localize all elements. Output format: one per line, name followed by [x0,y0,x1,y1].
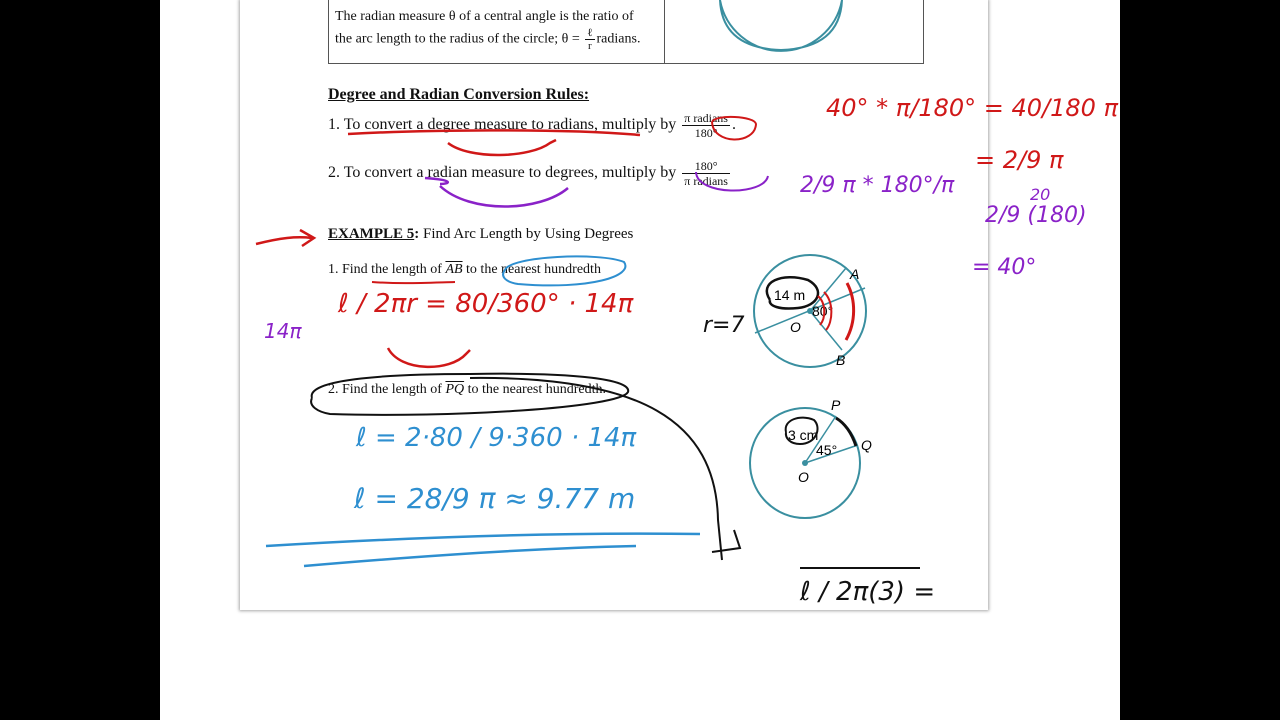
rule-1-text: 1. To convert a degree measure to radians, multiply by [328,116,677,134]
red-underline-rule-1 [348,130,640,155]
arc-pq-ink [836,418,856,446]
example-title: EXAMPLE 5: Find Arc Length by Using Degrees [328,226,634,242]
purple-conversion-ink [425,172,1087,280]
rule-1: 1. To convert a degree measure to radians, multiply by $\frac{\text{π radians}}{180^\circ}$ . [328,111,736,140]
label-o-2: O [798,469,809,485]
blue-circle-nearest [503,256,625,285]
radius-label-1: 14 m [774,287,806,303]
arc-ab-ink [846,283,854,340]
rule-2-text: 2. To convert a radian measure to degrees, multiply by [328,164,677,182]
blue-underlines [266,534,700,566]
label-q: Q [861,437,872,453]
purple-conversion-line-2: 2/9 (180) [985,203,1087,228]
blue-step-1: ℓ = 2·80 / 9·360 · 14π [356,423,637,453]
red-circle-180 [712,117,756,140]
red-conversion-ink [348,94,1119,174]
top-circle [720,0,842,51]
radius-label-2: 3 cm [788,427,819,443]
example-label: EXAMPLE 5 [328,226,415,242]
example-title-text: Find Arc Length by Using Degrees [419,226,634,242]
theta-fraction: $\frac{\text{ℓ}}{r}$ [587,27,593,52]
blue-step-2: ℓ = 28/9 π ≈ 9.77 m [354,482,636,515]
label-o: O [790,319,801,335]
rule-2-fraction: $\frac{180^\circ}{\text{π radians}}$ [684,159,728,188]
diagram-1 [754,255,866,368]
angle-label-1: 80° [812,303,834,319]
purple-underline-rule-2 [425,178,568,207]
red-underline-length [372,282,455,283]
red-conversion-line-2: = 2/9 π [975,146,1064,174]
label-a: A [850,266,860,282]
black-bottom-work: ℓ / 2π(3) = [800,577,936,607]
label-b: B [836,352,846,368]
r-equals-7: r=7 [703,313,745,338]
red-example-1-ink [264,289,744,367]
angle-label-2: 45° [816,442,838,458]
red-swoop-arrow [388,348,470,367]
question-1: 1. Find the length of $\overline{AB}$ to the nearest hundredth [328,262,601,277]
diagram-2 [750,397,872,518]
purple-result: = 40° [972,255,1037,280]
blue-example-2-ink [266,423,700,566]
conversion-heading: Degree and Radian Conversion Rules: [328,86,590,103]
definition-line-2-start: the arc length to the radius of the circle; θ = [335,31,584,47]
arc-pq: $\overline{PQ}$ [445,382,465,397]
purple-20: 20 [1030,185,1051,204]
red-example-arrow [256,230,314,246]
center-dot-2 [802,460,808,466]
definition-line-1: The radian measure θ of a central angle is the ratio of [335,9,634,24]
purple-conversion-line-1: 2/9 π * 180°/π [800,173,955,198]
label-p: P [831,397,841,413]
definition-line-2-end: radians. [596,31,641,47]
black-loop-arrow [311,374,740,560]
question-2: 2. Find the length of $\overline{PQ}$ to the nearest hundredth. [328,382,607,397]
purple-circle-pi-radians [696,172,768,191]
purple-14pi: 14π [264,319,302,343]
red-example-1: ℓ / 2πr = 80/360° · 14π [338,289,634,319]
rule-1-fraction: $\frac{\text{π radians}}{180^\circ}$ [684,111,728,140]
arc-ab: $\overline{AB}$ [445,262,463,277]
red-conversion-line-1: 40° * π/180° = 40/180 π [826,94,1119,122]
